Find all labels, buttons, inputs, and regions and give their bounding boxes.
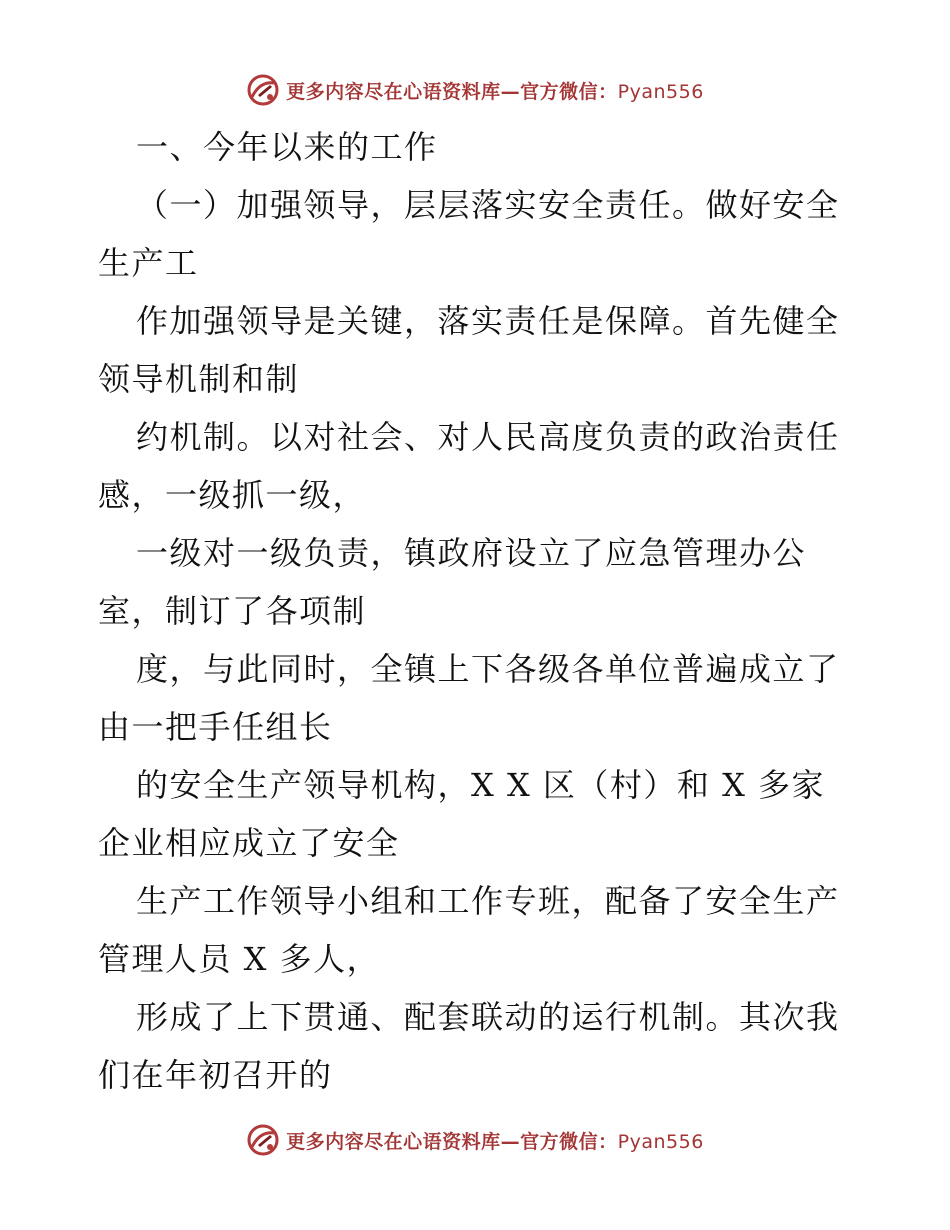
- document-line: 领导机制和制: [98, 360, 300, 398]
- document-line: 作加强领导是关键，落实责任是保障。首先健全: [136, 302, 840, 340]
- watermark-header: [0, 70, 950, 110]
- document-line: 生产工作领导小组和工作专班，配备了安全生产: [136, 882, 840, 920]
- document-line: （一）加强领导，层层落实安全责任。做好安全: [136, 186, 840, 224]
- document-line: 企业相应成立了安全: [98, 824, 400, 862]
- document-line: 感，一级抓一级，: [98, 476, 367, 514]
- document-line: 约机制。以对社会、对人民高度负责的政治责任: [136, 418, 840, 456]
- document-line: 生产工: [98, 244, 199, 282]
- document-line: 一级对一级负责，镇政府设立了应急管理办公: [136, 534, 807, 572]
- document-line: 们在年初召开的: [98, 1056, 333, 1094]
- pen-swirl-logo-icon: [246, 1123, 280, 1157]
- watermark-text: 更多内容尽在心语资料库—官方微信：Pyan556: [286, 1130, 704, 1153]
- watermark-footer: [0, 1120, 950, 1160]
- document-line: 度，与此同时，全镇上下各级各单位普遍成立了: [136, 650, 840, 688]
- document-line: 的安全生产领导机构，X X 区（村）和 X 多家: [136, 766, 826, 804]
- document-line: 一、今年以来的工作: [136, 128, 438, 166]
- document-line: 由一把手任组长: [98, 708, 333, 746]
- document-body: [98, 118, 858, 1104]
- watermark-text: 更多内容尽在心语资料库—官方微信：Pyan556: [286, 80, 704, 103]
- document-line: 管理人员 X 多人，: [98, 940, 381, 978]
- pen-swirl-logo-icon: [246, 73, 280, 107]
- document-line: 室，制订了各项制: [98, 592, 367, 630]
- document-line: 形成了上下贯通、配套联动的运行机制。其次我: [136, 998, 840, 1036]
